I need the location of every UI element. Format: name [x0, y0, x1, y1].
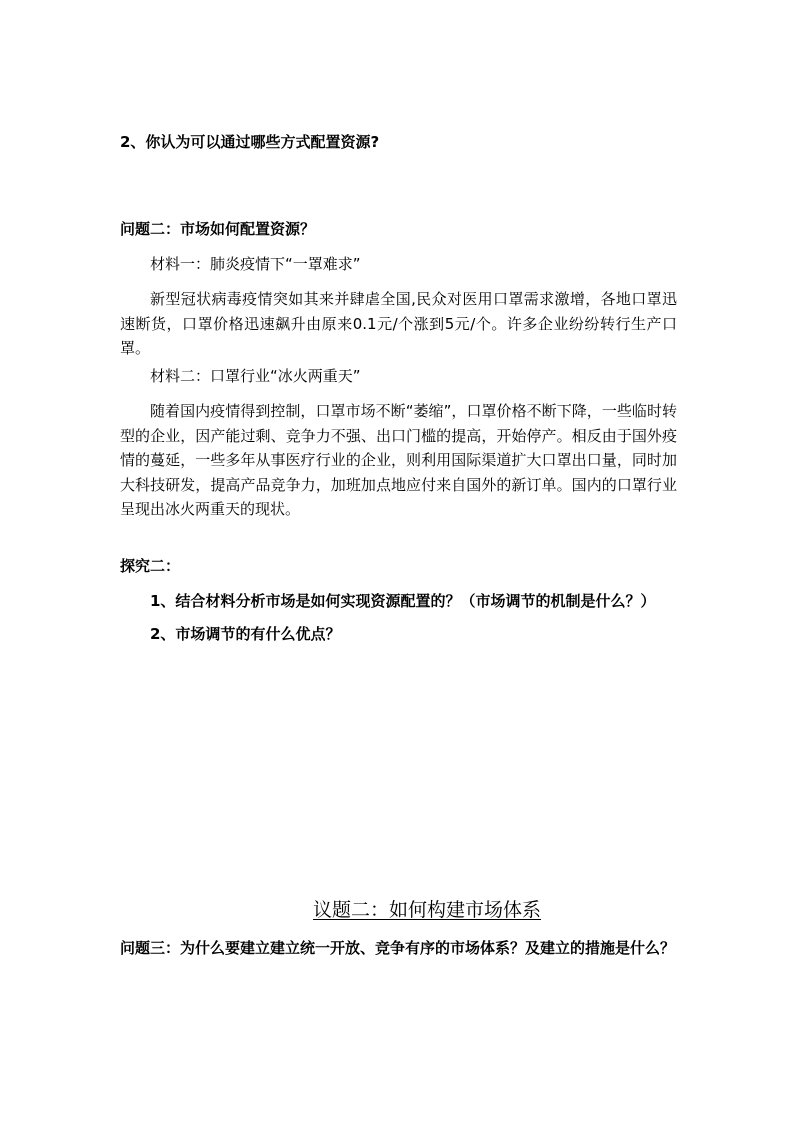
material-2-title: 材料二：口罩行业“冰火两重天”	[150, 367, 361, 385]
explore-2-heading: 探究二：	[120, 557, 181, 575]
material-1-paragraph: 新型冠状病毒疫情突如其来并肆虐全国,民众对医用口罩需求激增，各地口罩迅速断货，口罩价格迅速飙升由原来0.1元/个涨到5元/个。许多企业纷纷转行生产口罩。	[120, 290, 677, 357]
explore-2-question-1: 1、结合材料分析市场是如何实现资源配置的？（市场调节的机制是什么？）	[150, 592, 656, 610]
question-2-heading: 2、你认为可以通过哪些方式配置资源?	[120, 133, 380, 151]
topic-2-title: 议题二：如何构建市场体系	[313, 899, 542, 921]
issue-3-text: 问题三：为什么要建立建立统一开放、竞争有序的市场体系？及建立的措施是什么？	[120, 939, 676, 957]
explore-2-question-2: 2、市场调节的有什么优点？	[150, 625, 341, 643]
issue-2-heading: 问题二：市场如何配置资源？	[120, 220, 316, 238]
material-2-paragraph: 随着国内疫情得到控制，口罩市场不断“萎缩”，口罩价格不断下降，一些临时转型的企业，因产能过剩、竞争力不强、出口门槛的提高，开始停产。相反由于国外疫情的蔓延，一些多年从事医疗行业的企业，则利用国际渠道扩大口罩出口量，同时加大科技研发，提高产品竞争力，加班加点地应付来自国外的新订单。国内的口罩行业呈现出冰火两重天的现状。	[120, 402, 677, 518]
material-1-title: 材料一：肺炎疫情下“一罩难求”	[150, 255, 361, 273]
